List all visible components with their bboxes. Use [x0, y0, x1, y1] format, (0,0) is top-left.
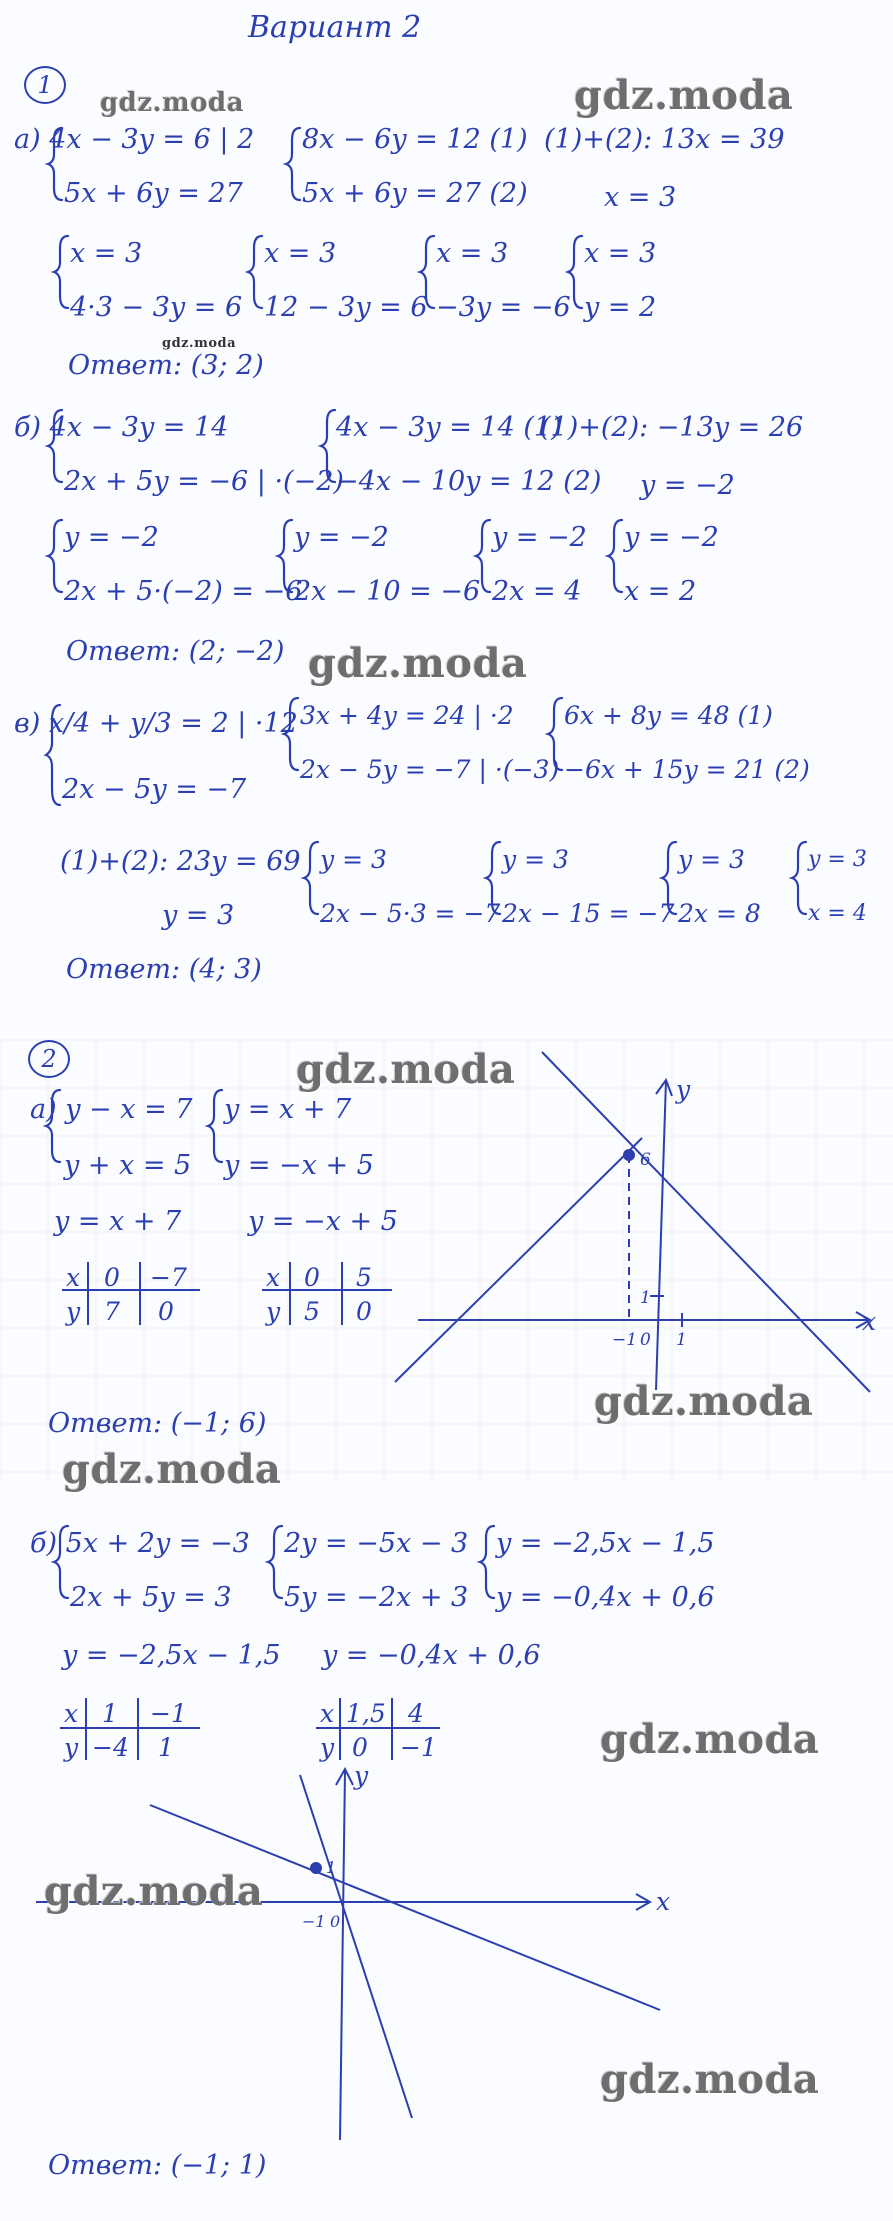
brace — [48, 520, 62, 592]
t1a-s3b: −3y = −6 — [436, 292, 571, 323]
watermark: gdz.moda — [308, 640, 528, 687]
graph-2b — [36, 1769, 660, 2140]
t1b-line4: −4x − 10y = 12 (2) — [336, 466, 602, 497]
t1c-line4: 2x − 5y = −7 | ·(−3) — [300, 755, 560, 784]
watermark: gdz.moda — [162, 336, 237, 351]
t2b-t1-y: y — [64, 1733, 79, 1762]
t2a-t1-x1: 0 — [104, 1263, 120, 1292]
y-axis — [340, 1770, 345, 2140]
t2a-t2-x1: 0 — [304, 1263, 320, 1292]
brace — [792, 842, 806, 914]
t2a-t2-x: x — [266, 1263, 281, 1292]
brace — [608, 520, 622, 592]
graph-2a-tick-0: 0 — [640, 1330, 651, 1350]
t2a-t1-y2: 0 — [158, 1297, 174, 1326]
t1a-s1b: 4·3 − 3y = 6 — [70, 292, 243, 323]
t1b-line5: (1)+(2): −13y = 26 — [540, 412, 804, 443]
t1c-s3b: 2x = 8 — [678, 899, 761, 928]
t1a-line2: 5x + 6y = 27 — [64, 178, 243, 209]
t2a-t1-x: x — [66, 1263, 81, 1292]
watermark: gdz.moda — [594, 1378, 814, 1425]
t2b-t1-x: x — [64, 1699, 79, 1728]
t1c-s2b: 2x − 15 = −7 — [502, 899, 675, 928]
intersection-point — [311, 1863, 321, 1873]
t2b-line5: y = −2,5x − 1,5 — [496, 1528, 715, 1559]
task-2-number: 2 — [28, 1040, 70, 1078]
t1c-line1: в) x/4 + y/3 = 2 | ·12 — [14, 708, 298, 739]
t1c-s4a: y = 3 — [808, 847, 867, 872]
t2a-t1-x2: −7 — [150, 1263, 187, 1292]
watermark: gdz.moda — [296, 1046, 516, 1093]
y-axis — [656, 1080, 666, 1390]
t1a-s3a: x = 3 — [436, 238, 509, 269]
t2b-line3: 2y = −5x − 3 — [284, 1528, 469, 1559]
watermark: gdz.moda — [600, 2056, 820, 2103]
t1c-line5: 6x + 8y = 48 (1) — [564, 701, 773, 730]
brace — [268, 1526, 282, 1598]
intersection-point — [624, 1150, 634, 1160]
t2b-f2: y = −0,4x + 0,6 — [322, 1640, 541, 1671]
brace — [286, 128, 300, 200]
line-y-eq-minus-2.5x-minus-1.5 — [300, 1775, 412, 2118]
t1a-line1: а) 4x − 3y = 6 | 2 — [14, 124, 255, 155]
t2a-line2: y + x = 5 — [64, 1150, 192, 1181]
t1c-s2a: y = 3 — [502, 845, 569, 874]
t1c-line3: 3x + 4y = 24 | ·2 — [300, 701, 514, 730]
t1c-line8: y = 3 — [162, 900, 235, 931]
line-y-eq-minus-x-plus-5 — [542, 1052, 870, 1392]
t1a-s1a: x = 3 — [70, 238, 143, 269]
t2a-t2-x2: 5 — [356, 1263, 372, 1292]
t2a-line1: а) y − x = 7 — [30, 1094, 193, 1125]
t1c-line7: (1)+(2): 23y = 69 — [60, 846, 301, 877]
graph-2a-tick-m1: −1 — [612, 1330, 638, 1350]
t1a-s2b: 12 − 3y = 6 — [264, 292, 428, 323]
t2b-t2-y: y — [320, 1733, 335, 1762]
t2b-t2-y2: −1 — [400, 1733, 437, 1762]
t1b-s3a: y = −2 — [492, 522, 587, 553]
t1c-s4b: x = 4 — [808, 901, 867, 926]
t1b-s1b: 2x + 5·(−2) = −6 — [64, 576, 303, 607]
t1b-line2: 2x + 5y = −6 | ·(−2) — [64, 466, 344, 497]
t1b-answer: Ответ: (2; −2) — [66, 636, 285, 667]
t2a-line4: y = −x + 5 — [224, 1150, 374, 1181]
t1b-s4b: x = 2 — [624, 576, 697, 607]
t2a-line3: y = x + 7 — [224, 1094, 352, 1125]
watermark: gdz.moda — [600, 1716, 820, 1763]
brace — [480, 1526, 494, 1598]
graph-2b-y-label: y — [354, 1761, 369, 1790]
graph-2a-tick-6: 6 — [640, 1150, 651, 1170]
graph-2b-tick-0: 0 — [330, 1912, 341, 1931]
t2b-t1-x1: 1 — [102, 1699, 118, 1728]
watermark: gdz.moda — [44, 1868, 264, 1915]
graph-2b-x-label: x — [656, 1887, 671, 1916]
t1b-s2b: 2x − 10 = −6 — [294, 576, 481, 607]
t2b-line1: б) 5x + 2y = −3 — [30, 1528, 250, 1559]
t1a-s2a: x = 3 — [264, 238, 337, 269]
t1a-line6: x = 3 — [604, 182, 677, 213]
t1c-s1b: 2x − 5·3 = −7 — [320, 899, 501, 928]
t1b-s4a: y = −2 — [624, 522, 719, 553]
graph-2b-tick-m1: −1 — [302, 1912, 326, 1931]
t1a-line5: (1)+(2): 13x = 39 — [544, 124, 785, 155]
t2a-t2-y: y — [266, 1297, 281, 1326]
t1c-line6: −6x + 15y = 21 (2) — [564, 755, 810, 784]
t1b-line1: б) 4x − 3y = 14 — [14, 412, 229, 443]
t1a-s4a: x = 3 — [584, 238, 657, 269]
t2b-t2-x: x — [320, 1699, 335, 1728]
t1c-s1a: y = 3 — [320, 845, 387, 874]
watermark: gdz.moda — [574, 72, 794, 119]
t1b-s2a: y = −2 — [294, 522, 389, 553]
t1a-s4b: y = 2 — [584, 292, 657, 323]
t1a-line4: 5x + 6y = 27 (2) — [302, 178, 528, 209]
t1b-line3: 4x − 3y = 14 (1) — [336, 412, 562, 443]
t2b-t2-x1: 1,5 — [346, 1699, 386, 1728]
t1b-s3b: 2x = 4 — [492, 576, 582, 607]
t2a-f1: y = x + 7 — [54, 1206, 182, 1237]
t2a-answer: Ответ: (−1; 6) — [48, 1408, 267, 1439]
t1c-line2: 2x − 5y = −7 — [62, 774, 247, 805]
task-1-number: 1 — [24, 66, 66, 104]
graph-2b-tick-1: 1 — [326, 1858, 337, 1877]
t2b-t2-y1: 0 — [352, 1733, 368, 1762]
t2b-f1: y = −2,5x − 1,5 — [62, 1640, 281, 1671]
brace — [248, 236, 262, 308]
t2a-t1-y1: 7 — [104, 1297, 120, 1326]
t2b-t2-x2: 4 — [408, 1699, 424, 1728]
t2a-f2: y = −x + 5 — [248, 1206, 398, 1237]
t2b-line6: y = −0,4x + 0,6 — [496, 1582, 715, 1613]
t2b-t1-y2: 1 — [158, 1733, 174, 1762]
t1c-answer: Ответ: (4; 3) — [66, 954, 262, 985]
t2b-line4: 5y = −2x + 3 — [284, 1582, 469, 1613]
t2b-t1-y1: −4 — [92, 1733, 129, 1762]
t1a-answer: Ответ: (3; 2) — [68, 350, 264, 381]
brace — [208, 1090, 222, 1162]
t1a-line3: 8x − 6y = 12 (1) — [302, 124, 528, 155]
graph-2a-x-label: x — [862, 1307, 877, 1336]
brace — [304, 842, 318, 914]
t2a-t2-y1: 5 — [304, 1297, 320, 1326]
t1b-s1a: y = −2 — [64, 522, 159, 553]
t2b-answer: Ответ: (−1; 1) — [48, 2150, 267, 2181]
t1b-line6: y = −2 — [640, 470, 735, 501]
t2b-t1-x2: −1 — [150, 1699, 187, 1728]
brace — [54, 236, 68, 308]
watermark: gdz.moda — [100, 88, 245, 118]
graph-2a-y-label: y — [676, 1075, 691, 1104]
page-title: Вариант 2 — [248, 10, 422, 45]
t2a-t1-y: y — [66, 1297, 81, 1326]
t2a-t2-y2: 0 — [356, 1297, 372, 1326]
watermark: gdz.moda — [62, 1446, 282, 1493]
t2b-line2: 2x + 5y = 3 — [70, 1582, 232, 1613]
graph-2a-tick-1y: 1 — [640, 1288, 651, 1308]
t1c-s3a: y = 3 — [678, 845, 745, 874]
graph-2a-tick-1x: 1 — [676, 1330, 687, 1350]
